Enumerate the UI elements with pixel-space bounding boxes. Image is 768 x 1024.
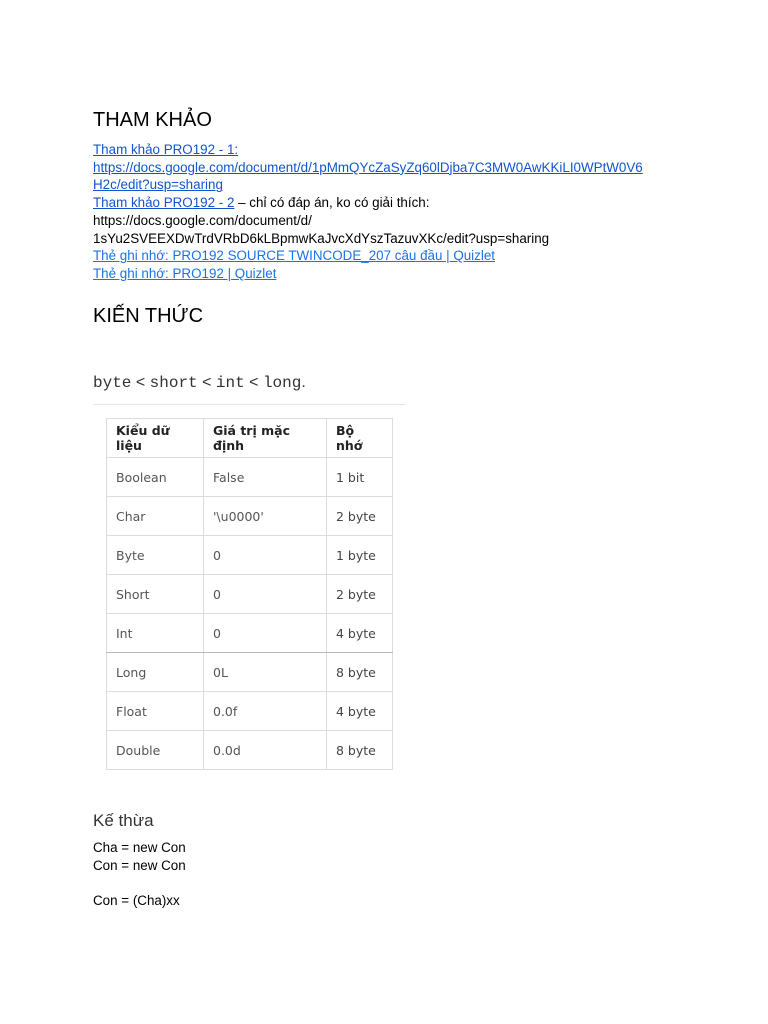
divider xyxy=(93,404,406,405)
reference-link-1-url-cont[interactable]: H2c/edit?usp=sharing xyxy=(93,177,223,193)
type-order-line xyxy=(93,374,306,392)
type-short: short xyxy=(149,374,198,392)
header-default: Giá trị mặc định xyxy=(204,419,327,458)
cell-default: '\u0000' xyxy=(204,497,327,536)
cell-default: 0.0f xyxy=(204,692,327,731)
type-int: int xyxy=(215,374,245,392)
table-row xyxy=(107,536,393,575)
cell-memory: 8 byte xyxy=(327,731,393,770)
inheritance-line: Cha = new Con xyxy=(93,840,186,855)
reference-link-1-url[interactable]: https://docs.google.com/document/d/1pMmQYcZaSyZq60lDjba7C3MW0AwKKiLI0WPtW0V6 xyxy=(93,159,643,175)
reference-link-2-url: https://docs.google.com/document/d/ xyxy=(93,212,312,228)
cell-memory: 4 byte xyxy=(327,692,393,731)
inheritance-heading: Kế thừa xyxy=(93,811,154,830)
quizlet-link-1[interactable]: Thẻ ghi nhớ: PRO192 SOURCE TWINCODE_207 câu đầu | Quizlet xyxy=(93,248,496,264)
type-long: long xyxy=(262,374,302,392)
data-types-table xyxy=(106,418,393,770)
cell-memory: 2 byte xyxy=(327,575,393,614)
reference-link-1[interactable]: Tham khảo PRO192 - 1: xyxy=(93,142,239,157)
reference-list xyxy=(93,141,733,283)
reference-heading: THAM KHẢO xyxy=(93,109,212,131)
type-byte: byte xyxy=(93,374,132,392)
table-row xyxy=(107,575,393,614)
table-row xyxy=(107,653,393,692)
reference-link-2[interactable]: Tham khảo PRO192 - 2 xyxy=(93,195,235,211)
cell-type: Short xyxy=(107,575,204,614)
lt-sign: < xyxy=(244,374,263,391)
cell-default: 0L xyxy=(204,653,327,692)
cell-type: Char xyxy=(107,497,204,536)
table-row xyxy=(107,731,393,770)
reference-link-2-url-cont: 1sYu2SVEEXDwTrdVRbD6kLBpmwKaJvcXdYszTazuvXKc/edit?usp=sharing xyxy=(93,230,550,246)
cell-memory: 1 byte xyxy=(327,536,393,575)
knowledge-heading: KIẾN THỨC xyxy=(93,305,204,327)
cell-memory: 8 byte xyxy=(327,653,393,692)
table-row xyxy=(107,692,393,731)
table-row xyxy=(107,458,393,497)
cell-memory: 1 bit xyxy=(327,458,393,497)
cell-type: Double xyxy=(107,731,204,770)
period: . xyxy=(301,374,306,391)
quizlet-link-2[interactable]: Thẻ ghi nhớ: PRO192 | Quizlet xyxy=(93,265,277,281)
inheritance-line: Con = (Cha)xx xyxy=(93,892,180,908)
blank-line xyxy=(93,874,186,892)
inheritance-notes xyxy=(93,839,186,909)
cell-memory: 2 byte xyxy=(327,497,393,536)
cell-default: False xyxy=(204,458,327,497)
cell-type: Long xyxy=(107,653,204,692)
header-type: Kiểu dữ liệu xyxy=(107,419,204,458)
cell-default: 0 xyxy=(204,536,327,575)
reference-link-2-note: – chỉ có đáp án, ko có giải thích: xyxy=(234,195,430,211)
cell-type: Boolean xyxy=(107,458,204,497)
cell-type: Float xyxy=(107,692,204,731)
cell-default: 0.0d xyxy=(204,731,327,770)
table-row xyxy=(107,614,393,653)
cell-default: 0 xyxy=(204,614,327,653)
table-row xyxy=(107,497,393,536)
cell-default: 0 xyxy=(204,575,327,614)
table-header-row xyxy=(107,419,393,458)
inheritance-line: Con = new Con xyxy=(93,857,186,873)
cell-type: Int xyxy=(107,614,204,653)
lt-sign: < xyxy=(131,374,150,391)
cell-type: Byte xyxy=(107,536,204,575)
lt-sign: < xyxy=(197,374,216,391)
cell-memory: 4 byte xyxy=(327,614,393,653)
header-memory: Bộ nhớ xyxy=(327,419,393,458)
